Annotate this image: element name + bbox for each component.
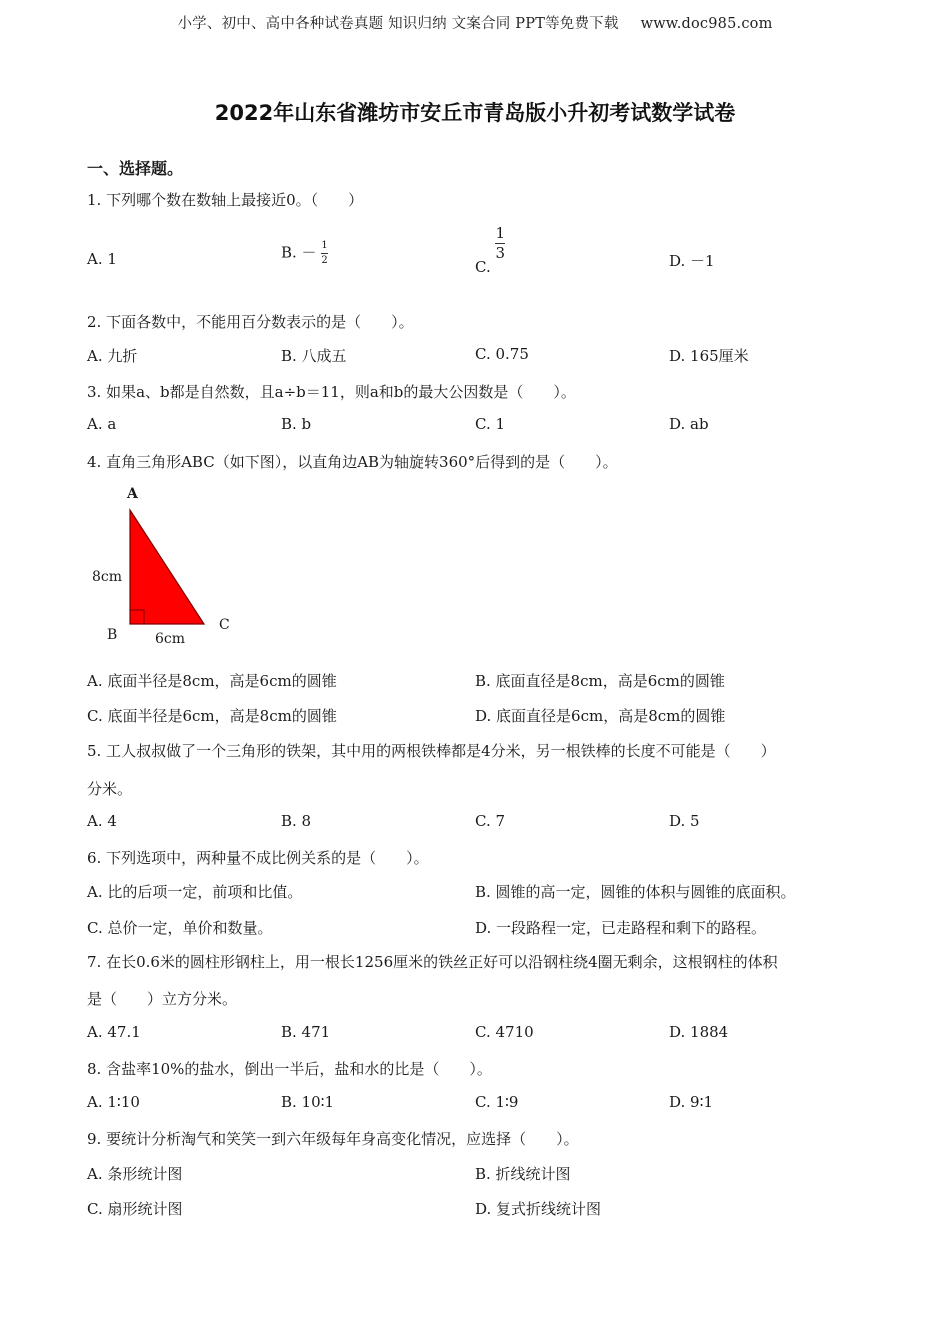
question-7: 7. 在长0.6米的圆柱形钢柱上，用一根长1256厘米的铁丝正好可以沿钢柱绕4圈无剩余，这根钢柱的体积 <box>87 953 778 971</box>
q7-option-d: D. 1884 <box>669 1023 729 1041</box>
q5-option-d: D. 5 <box>669 812 700 830</box>
q1-option-c-label: C. <box>475 257 496 276</box>
q4-option-a: A. 底面半径是8cm，高是6cm的圆锥 <box>87 672 337 690</box>
q7-option-c: C. 4710 <box>475 1023 534 1041</box>
question-3: 3. 如果a、b都是自然数，且a÷b＝11，则a和b的最大公因数是（ ）。 <box>87 383 576 401</box>
q4-option-c: C. 底面半径是6cm，高是8cm的圆锥 <box>87 707 337 725</box>
q2-option-b: B. 八成五 <box>281 347 347 365</box>
q1-fraction-b: $\frac{1}{2}$ <box>321 240 328 266</box>
q9-option-c: C. 扇形统计图 <box>87 1200 183 1218</box>
exam-title: 2022年山东省潍坊市安丘市青岛版小升初考试数学试卷 <box>214 101 736 125</box>
section-title: 一、选择题。 <box>87 159 184 178</box>
q6-option-a: A. 比的后项一定，前项和比值。 <box>87 883 303 901</box>
q2-option-d: D. 165厘米 <box>669 347 749 365</box>
q9-option-d: D. 复式折线统计图 <box>475 1200 602 1218</box>
triangle-abc <box>130 510 204 624</box>
q5-option-a: A. 4 <box>87 812 117 830</box>
triangle-figure <box>85 478 245 658</box>
q9-option-a: A. 条形统计图 <box>87 1165 183 1183</box>
question-9: 9. 要统计分析淘气和笑笑一到六年级每年身高变化情况，应选择（ ）。 <box>87 1130 579 1148</box>
q8-option-b: B. 10∶1 <box>281 1093 335 1111</box>
q1-option-a: A. 1 <box>87 250 117 268</box>
q9-option-b: B. 折线统计图 <box>475 1165 571 1183</box>
question-8: 8. 含盐率10%的盐水，倒出一半后，盐和水的比是（ ）。 <box>87 1060 492 1078</box>
q3-option-b: B. b <box>281 415 312 433</box>
question-5-cont: 分米。 <box>87 780 133 798</box>
q8-option-c: C. 1∶9 <box>475 1093 519 1111</box>
q1-fraction-c: $\frac{1}{3}$ <box>495 224 506 262</box>
question-5: 5. 工人叔叔做了一个三角形的铁架，其中用的两根铁棒都是4分米，另一根铁棒的长度不可能是（ ） <box>87 742 776 760</box>
q7-option-a: A. 47.1 <box>87 1023 141 1041</box>
q4-option-b: B. 底面直径是8cm，高是6cm的圆锥 <box>475 672 725 690</box>
q6-option-b: B. 圆锥的高一定，圆锥的体积与圆锥的底面积。 <box>475 883 796 901</box>
q3-option-c: C. 1 <box>475 415 506 433</box>
vertex-b-label: B <box>107 627 118 643</box>
q8-option-d: D. 9∶1 <box>669 1093 714 1111</box>
q7-option-b: B. 471 <box>281 1023 331 1041</box>
q1-option-b-label: B. － <box>281 243 317 262</box>
question-2: 2. 下面各数中，不能用百分数表示的是（ ）。 <box>87 313 414 331</box>
q3-option-d: D. ab <box>669 415 709 433</box>
q8-option-a: A. 1∶10 <box>87 1093 140 1111</box>
q4-option-d: D. 底面直径是6cm，高是8cm的圆锥 <box>475 707 726 725</box>
page-header <box>0 12 950 33</box>
q6-option-d: D. 一段路程一定，已走路程和剩下的路程。 <box>475 919 767 937</box>
header-text: 小学、初中、高中各种试卷真题 知识归纳 文案合同 PPT等免费下载 <box>177 16 619 32</box>
q1-option-c <box>475 224 506 276</box>
side-bc-label: 6cm <box>155 631 186 647</box>
q1-option-d: D. －1 <box>669 252 715 270</box>
vertex-a-label: A <box>127 486 138 502</box>
q1-option-b <box>281 241 328 266</box>
side-ab-label: 8cm <box>92 569 123 585</box>
q3-option-a: A. a <box>87 415 117 433</box>
question-4: 4. 直角三角形ABC（如下图），以直角边AB为轴旋转360°后得到的是（ ）。 <box>87 453 618 471</box>
q6-option-c: C. 总价一定，单价和数量。 <box>87 919 273 937</box>
q2-option-c: C. 0.75 <box>475 345 529 363</box>
q5-option-b: B. 8 <box>281 812 312 830</box>
question-1: 1. 下列哪个数在数轴上最接近0。（ ） <box>87 191 364 209</box>
vertex-c-label: C <box>219 617 230 633</box>
question-6: 6. 下列选项中，两种量不成比例关系的是（ ）。 <box>87 849 429 867</box>
header-site[interactable]: www.doc985.com <box>640 16 773 32</box>
question-7-cont: 是（ ）立方分米。 <box>87 990 238 1008</box>
q5-option-c: C. 7 <box>475 812 506 830</box>
q2-option-a: A. 九折 <box>87 347 138 365</box>
